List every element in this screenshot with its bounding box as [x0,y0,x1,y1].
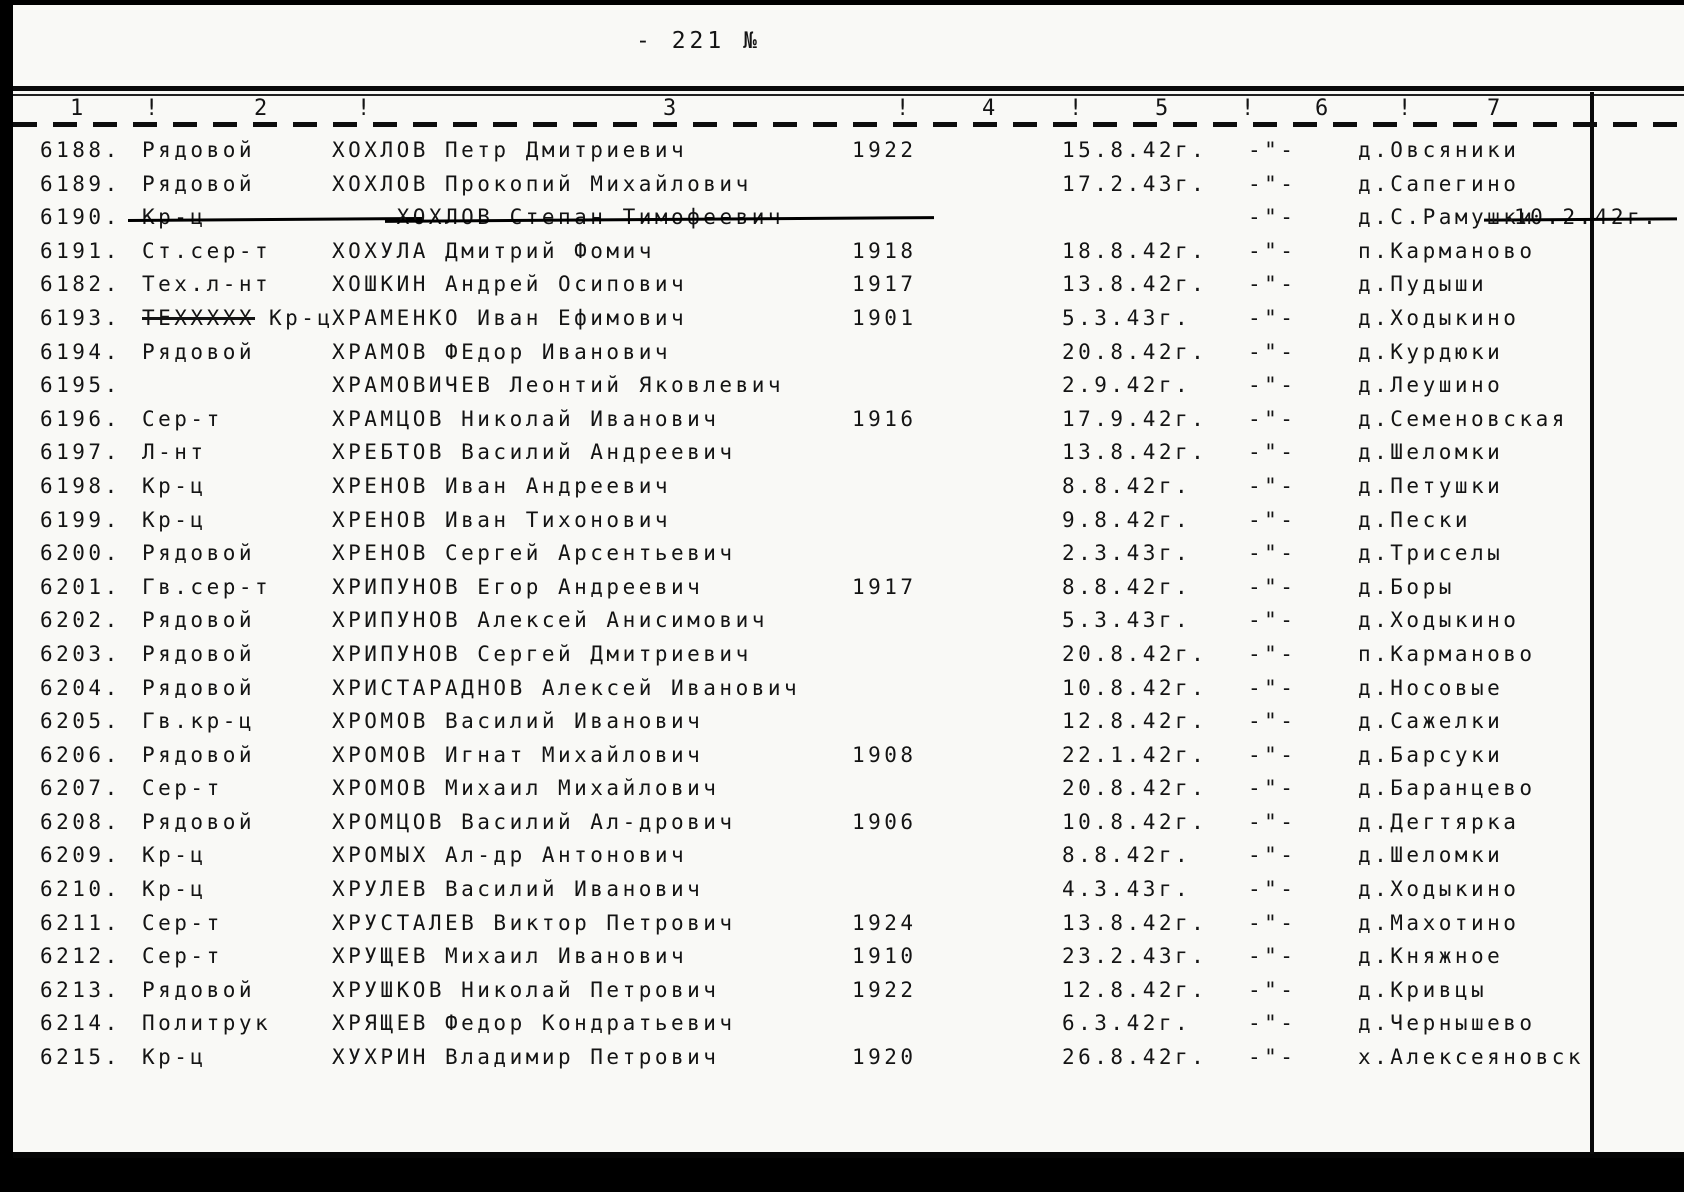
row-rank: Рядовой [142,977,256,1002]
row-date: 20.8.42г. [1062,776,1208,801]
row-number: 6203. [40,641,121,666]
row-birth-year: 1920 [852,1045,917,1070]
row-ditto-mark: -"- [1248,440,1297,465]
row-ditto-mark: -"- [1248,507,1297,532]
row-name: ХРУЩЕВ Михаил Иванович [332,944,688,969]
row-name: ХОХЛОВ Степан Тимофеевич [396,205,785,230]
row-number: 6195. [40,373,121,398]
row-rank: Рядовой [142,138,256,162]
row-place: д.Княжное [1358,944,1504,969]
column-header-2: 2 [254,96,270,121]
row-name: ХРОМОВ Игнат Михайлович [332,742,704,767]
row-ditto-mark: -"- [1248,574,1297,599]
row-birth-year: 1922 [852,977,917,1002]
row-rank: Тех.л-нт [142,272,272,297]
row-number: 6182. [40,272,121,297]
row-place: д.Барсуки [1358,742,1504,767]
row-number: 6212. [40,944,121,969]
row-place: д.Леушино [1358,373,1504,398]
row-ditto-mark: -"- [1248,305,1297,330]
table-row [0,373,1684,407]
row-name: ХРАМОВИЧЕВ Леонтий Яковлевич [332,373,785,398]
row-number: 6205. [40,709,121,734]
row-number: 6201. [40,574,121,599]
table-row [0,306,1684,340]
row-place: д.Шеломки [1358,843,1504,868]
row-ditto-mark: -"- [1248,944,1297,969]
row-date: 2.9.42г. [1062,373,1192,398]
row-date: 8.8.42г. [1062,473,1192,498]
row-number: 6207. [40,776,121,801]
column-separator: ! [896,96,912,121]
row-place: д.Дегтярка [1358,809,1520,834]
row-rank: Рядовой [142,608,256,633]
row-date: 2.3.43г. [1062,541,1192,566]
row-name: ХРЕНОВ Иван Тихонович [332,507,672,532]
row-birth-year: 1906 [852,809,917,834]
row-number: 6208. [40,809,121,834]
row-birth-year: 1908 [852,742,917,767]
column-header-1: 1 [70,96,86,121]
row-number: 6197. [40,440,121,465]
column-separator: ! [357,96,373,121]
row-ditto-mark: -"- [1248,406,1297,431]
row-rank: Л-нт [142,440,207,465]
row-number: 6189. [40,171,121,196]
row-place: д.Овсяники [1358,138,1520,162]
row-place: д.Семеновская [1358,406,1568,431]
row-date: 10.8.42г. [1062,809,1208,834]
row-date: 12.8.42г. [1062,977,1208,1002]
table-row [0,877,1684,911]
table-row [0,1011,1684,1045]
row-number: 6202. [40,608,121,633]
row-name: ХРОМОВ Василий Иванович [332,709,704,734]
row-rank: Рядовой [142,742,256,767]
column-header-4: 4 [982,96,998,121]
row-number: 6200. [40,541,121,566]
row-date: 20.8.42г. [1062,339,1208,364]
row-ditto-mark: -"- [1248,238,1297,263]
row-place: д.Ходыкино [1358,877,1520,902]
row-name: ХОШКИН Андрей Осипович [332,272,688,297]
row-place: д.Шеломки [1358,440,1504,465]
row-number: 6196. [40,406,121,431]
row-ditto-mark: -"- [1248,339,1297,364]
table-row [0,642,1684,676]
row-rank: Гв.кр-ц [142,709,256,734]
row-ditto-mark: -"- [1248,709,1297,734]
row-ditto-mark: -"- [1248,809,1297,834]
row-ditto-mark: -"- [1248,1045,1297,1070]
row-date: 8.8.42г. [1062,574,1192,599]
row-rank: Кр-ц [142,843,207,868]
row-number: 6215. [40,1045,121,1070]
table-row [0,1045,1684,1079]
column-separator: ! [145,96,161,121]
row-date: 6.3.42г. [1062,1011,1192,1036]
column-header-7: 7 [1487,96,1503,121]
row-rank: Сер-т [142,406,223,431]
row-birth-year: 1910 [852,944,917,969]
table-row [0,172,1684,206]
row-number: 6211. [40,910,121,935]
top-rule [13,86,1684,91]
row-ditto-mark: -"- [1248,473,1297,498]
row-place: д.Носовые [1358,675,1504,700]
row-ditto-mark: -"- [1248,205,1297,230]
row-date: 13.8.42г. [1062,272,1208,297]
row-rank: Сер-т [142,776,223,801]
row-place: д.Кривцы [1358,977,1488,1002]
row-ditto-mark: -"- [1248,272,1297,297]
row-rank: Ст.сер-т [142,238,272,263]
table-row [0,709,1684,743]
row-place: д.Баранцево [1358,776,1536,801]
row-date: 13.8.42г. [1062,910,1208,935]
column-header-5: 5 [1155,96,1171,121]
row-ditto-mark: -"- [1248,843,1297,868]
row-date: 9.8.42г. [1062,507,1192,532]
row-date: 20.8.42г. [1062,641,1208,666]
table-row [0,676,1684,710]
row-place: д.Пески [1358,507,1472,532]
table-row [0,407,1684,441]
row-place: п.Карманово [1358,238,1536,263]
row-rank: Гв.сер-т [142,574,272,599]
row-date: 4.3.43г. [1062,877,1192,902]
row-name: ХРИПУНОВ Алексей Анисимович [332,608,768,633]
row-name: ХРЕБТОВ Василий Андреевич [332,440,736,465]
row-place: д.Ходыкино [1358,608,1520,633]
row-rank: Рядовой [142,675,256,700]
row-rank: Рядовой [142,339,256,364]
row-date: 22.1.42г. [1062,742,1208,767]
table-row [0,474,1684,508]
row-rank: Кр-ц [142,205,207,230]
row-name: ХРУЛЕВ Василий Иванович [332,877,704,902]
row-ditto-mark: -"- [1248,373,1297,398]
row-name: ХРУШКОВ Николай Петрович [332,977,720,1002]
row-place: д.Курдюки [1358,339,1504,364]
column-header-6: 6 [1315,96,1331,121]
row-rank: Кр-ц [142,877,207,902]
table-row [0,575,1684,609]
row-rank: Рядовой [142,641,256,666]
row-number: 6213. [40,977,121,1002]
row-rank: Сер-т [142,944,223,969]
table-row [0,978,1684,1012]
row-ditto-mark: -"- [1248,171,1297,196]
row-place: д.Чернышево [1358,1011,1536,1036]
row-date: 17.9.42г. [1062,406,1208,431]
row-number: 6204. [40,675,121,700]
row-ditto-mark: -"- [1248,608,1297,633]
row-rank: ТЕХХХХХ Кр-ц [142,305,334,330]
row-number: 6199. [40,507,121,532]
row-ditto-mark: -"- [1248,776,1297,801]
row-rank: Кр-ц [142,473,207,498]
row-birth-year: 1922 [852,138,917,162]
row-name: ХРЕНОВ Иван Андреевич [332,473,672,498]
row-place: д.Пудыши [1358,272,1488,297]
row-name: ХРАМЦОВ Николай Иванович [332,406,720,431]
row-name: ХРИСТАРАДНОВ Алексей Иванович [332,675,801,700]
row-date: 17.2.43г. [1062,171,1208,196]
row-rank: Рядовой [142,171,256,196]
table-row [0,239,1684,273]
column-separator: ! [1069,96,1085,121]
row-place: д.Триселы [1358,541,1504,566]
table-row [0,340,1684,374]
table-row [0,508,1684,542]
row-ditto-mark: -"- [1248,877,1297,902]
row-date: 10.8.42г. [1062,675,1208,700]
row-name: ХРЯЩЕВ Федор Кондратьевич [332,1011,736,1036]
row-birth-year: 1917 [852,574,917,599]
header-dashed-rule [13,122,1684,127]
column-header-3: 3 [663,96,679,121]
row-ditto-mark: -"- [1248,910,1297,935]
table-row [0,776,1684,810]
row-date: 26.8.42г. [1062,1045,1208,1070]
page-number: - 221 № [636,28,761,54]
row-place: п.Карманово [1358,641,1536,666]
row-ditto-mark: -"- [1248,742,1297,767]
row-name: ХУХРИН Владимир Петрович [332,1045,720,1070]
row-number: 6193. [40,305,121,330]
row-date: 13.8.42г. [1062,440,1208,465]
overstruck-text: ТЕХХХХХ [142,305,256,330]
row-date: 8.8.42г. [1062,843,1192,868]
row-name: ХРИПУНОВ Сергей Дмитриевич [332,641,752,666]
table-row [0,608,1684,642]
row-number: 6194. [40,339,121,364]
row-rank: Рядовой [142,541,256,566]
row-birth-year: 1924 [852,910,917,935]
row-birth-year: 1916 [852,406,917,431]
row-number: 6206. [40,742,121,767]
row-date: 5.3.43г. [1062,305,1192,330]
column-separator: ! [1241,96,1257,121]
table-row [0,743,1684,777]
row-name: ХОХУЛА Дмитрий Фомич [332,238,655,263]
table-rows [0,138,1684,1079]
row-name: ХРИПУНОВ Егор Андреевич [332,574,704,599]
row-date: 5.3.43г. [1062,608,1192,633]
row-number: 6210. [40,877,121,902]
row-place: д.Петушки [1358,473,1504,498]
table-row [0,911,1684,945]
table-row [0,944,1684,978]
row-place: д.Махотино [1358,910,1520,935]
row-number: 6214. [40,1011,121,1036]
table-row [0,810,1684,844]
row-name: ХОХЛОВ Прокопий Михайлович [332,171,752,196]
table-row [0,205,1684,239]
row-place: х.Алексеяновск [1358,1045,1585,1070]
row-number: 6198. [40,473,121,498]
row-birth-year: 1917 [852,272,917,297]
table-row [0,843,1684,877]
row-date: 23.2.43г. [1062,944,1208,969]
row-name: ХОХЛОВ Петр Дмитриевич [332,138,688,162]
row-number: 6209. [40,843,121,868]
row-date: 12.8.42г. [1062,709,1208,734]
row-name: ХРОМОВ Михаил Михайлович [332,776,720,801]
row-name: ХРЕНОВ Сергей Арсентьевич [332,541,736,566]
row-rank: Кр-ц [142,507,207,532]
table-row [0,138,1684,172]
row-ditto-mark: -"- [1248,541,1297,566]
row-ditto-mark: -"- [1248,641,1297,666]
row-name: ХРУСТАЛЕВ Виктор Петрович [332,910,736,935]
row-place: д.С.Рамушки [1358,205,1536,230]
row-number: 6191. [40,238,121,263]
row-place: д.Боры [1358,574,1455,599]
row-birth-year: 1918 [852,238,917,263]
row-date: 15.8.42г. [1062,138,1208,162]
row-number: 6190. [40,205,121,230]
row-name: ХРОМЫХ Ал-др Антонович [332,843,688,868]
row-ditto-mark: -"- [1248,1011,1297,1036]
row-date: 10.2.42г. [1514,205,1660,230]
row-birth-year: 1901 [852,305,917,330]
row-rank: Политрук [142,1011,272,1036]
row-number: 6188. [40,138,121,162]
row-name: ХРОМЦОВ Василий Ал-дрович [332,809,736,834]
row-ditto-mark: -"- [1248,977,1297,1002]
row-place: д.Ходыкино [1358,305,1520,330]
row-ditto-mark: -"- [1248,138,1297,162]
table-row [0,541,1684,575]
row-rank: Кр-ц [142,1045,207,1070]
row-name: ХРАМЕНКО Иван Ефимович [332,305,688,330]
row-ditto-mark: -"- [1248,675,1297,700]
row-rank: Рядовой [142,809,256,834]
row-place: д.Сапегино [1358,171,1520,196]
column-separator: ! [1398,96,1414,121]
row-place: д.Сажелки [1358,709,1504,734]
table-row [0,440,1684,474]
row-date: 18.8.42г. [1062,238,1208,263]
row-name: ХРАМОВ ФЕдор Иванович [332,339,672,364]
row-rank: Сер-т [142,910,223,935]
table-row [0,272,1684,306]
